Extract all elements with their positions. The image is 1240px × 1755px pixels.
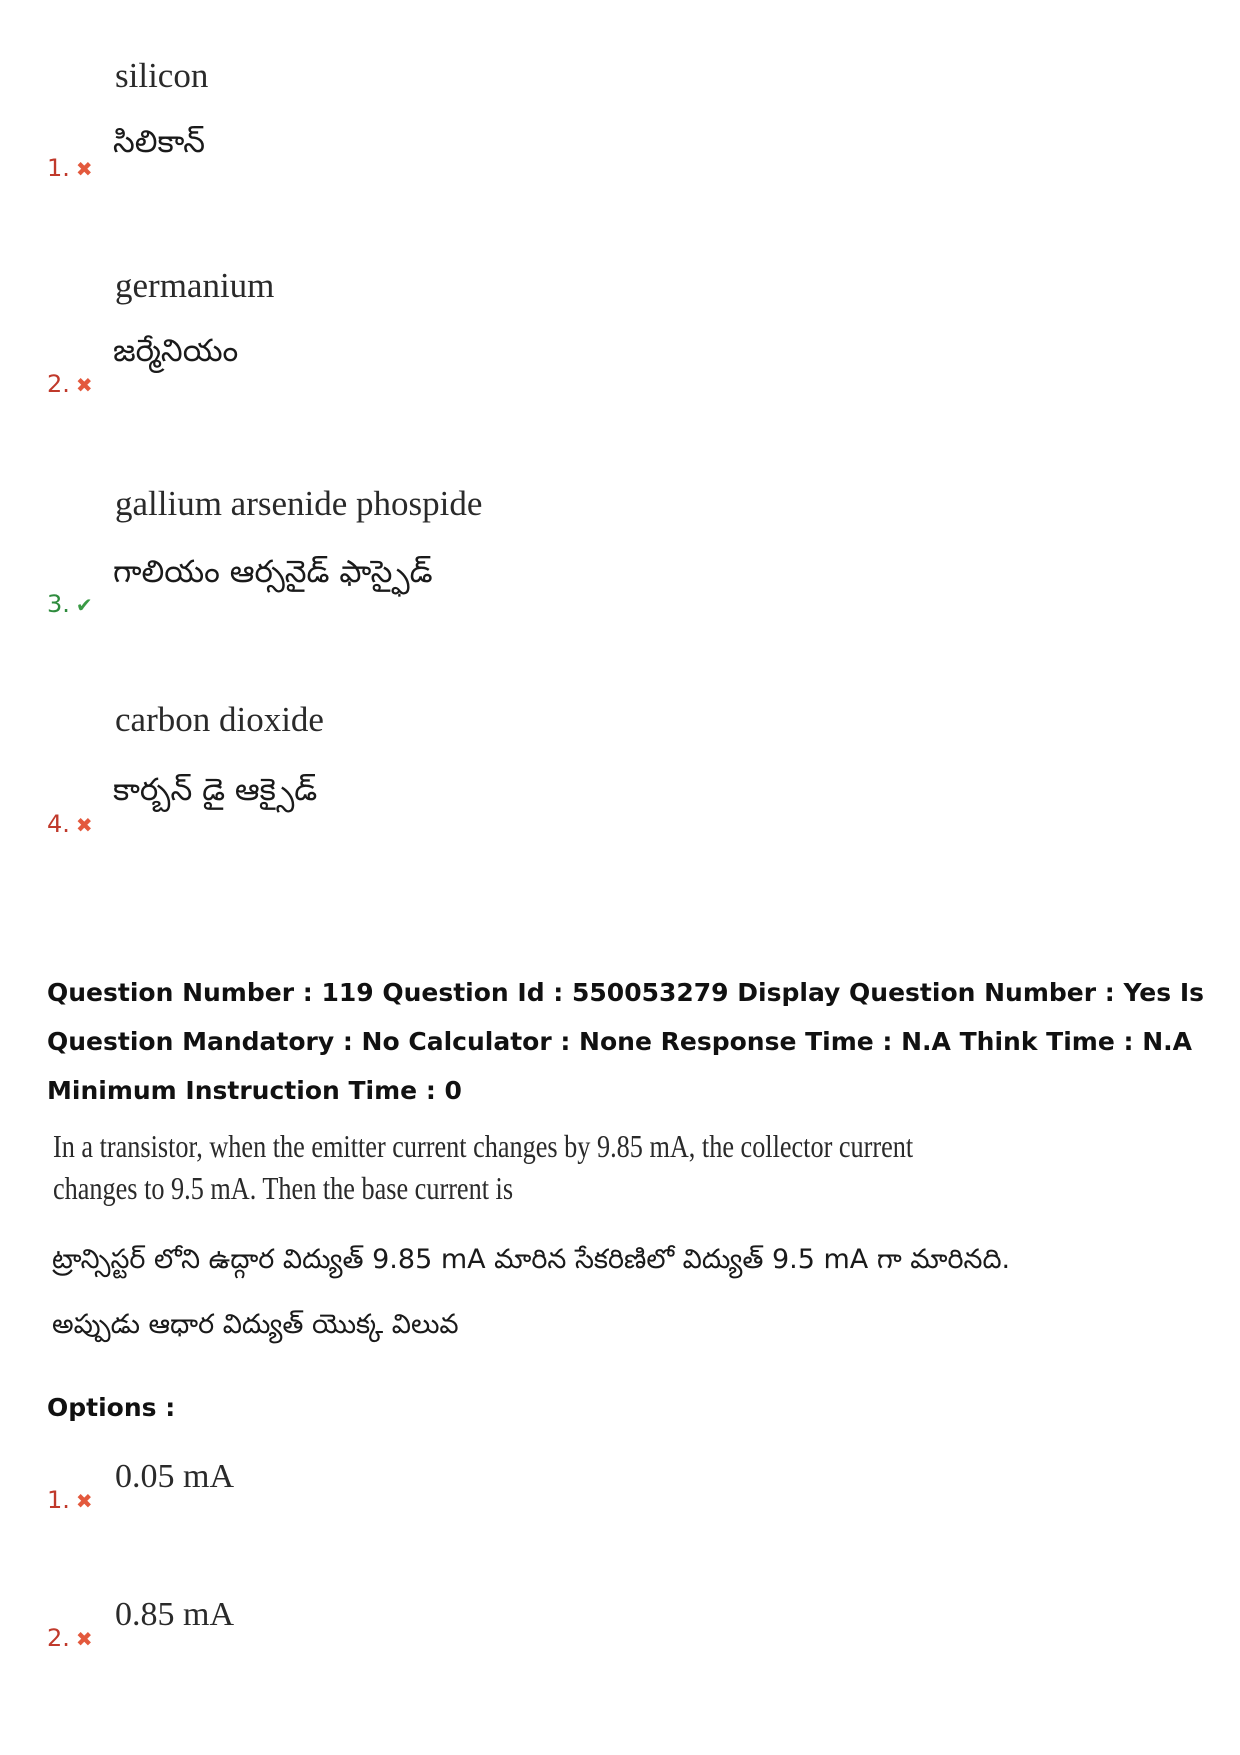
option-text-telugu: గాలియం ఆర్సనైడ్ ఫాస్ఫైడ్ xyxy=(113,554,433,590)
option-number xyxy=(47,1486,93,1514)
option-number xyxy=(47,810,93,838)
option-text-telugu: జర్మేనియం xyxy=(113,333,239,369)
check-icon: ✔ xyxy=(75,593,93,617)
question-text-english xyxy=(53,1125,914,1209)
question-english-line-2: changes to 9.5 mA. Then the base current is xyxy=(53,1170,514,1206)
options-heading: Options : xyxy=(47,1393,176,1422)
option-number xyxy=(47,1624,93,1652)
option-number-label: 1. xyxy=(47,154,70,182)
option-number-label: 4. xyxy=(47,810,70,838)
option-text-english: carbon dioxide xyxy=(115,700,324,739)
option-number-label: 2. xyxy=(47,370,70,398)
option-text-telugu: సిలికాన్ xyxy=(113,124,206,160)
option-text-english: germanium xyxy=(115,266,275,305)
question-english-line-1: In a transistor, when the emitter current changes by 9.85 mA, the collector current xyxy=(53,1128,914,1164)
cross-icon: ✖ xyxy=(75,813,93,837)
question-metadata: Question Number : 119 Question Id : 550053279 Display Question Number : Yes Is Question Mandatory : No Calculator : None Response Time : N.A Think Time : N.A Minimum Instruction Time : 0 xyxy=(47,978,1205,1105)
option-number xyxy=(47,370,93,398)
answer-option-text: 0.05 mA xyxy=(115,1458,234,1495)
question-telugu-line-2: అప్పుడు ఆధార విద్యుత్ యొక్క విలువ xyxy=(52,1309,459,1340)
option-text-telugu: కార్బన్ డై ఆక్సైడ్ xyxy=(113,772,318,808)
cross-icon: ✖ xyxy=(75,373,93,397)
cross-icon: ✖ xyxy=(75,157,93,181)
option-number-label: 1. xyxy=(47,1486,70,1514)
option-text-english: gallium arsenide phospide xyxy=(115,484,483,523)
question-telugu-line-1: ట్రాన్సిస్టర్ లోని ఉద్గార విద్యుత్ 9.85 mA మారిన సేకరిణిలో విద్యుత్ 9.5 mA గా మారినది. xyxy=(52,1244,1011,1275)
cross-icon: ✖ xyxy=(75,1489,93,1513)
option-number-label: 2. xyxy=(47,1624,70,1652)
answer-option-text: 0.85 mA xyxy=(115,1596,234,1633)
option-number xyxy=(47,154,93,182)
option-number-label: 3. xyxy=(47,590,70,618)
option-text-english: silicon xyxy=(115,56,209,95)
cross-icon: ✖ xyxy=(75,1627,93,1651)
option-number xyxy=(47,590,93,618)
